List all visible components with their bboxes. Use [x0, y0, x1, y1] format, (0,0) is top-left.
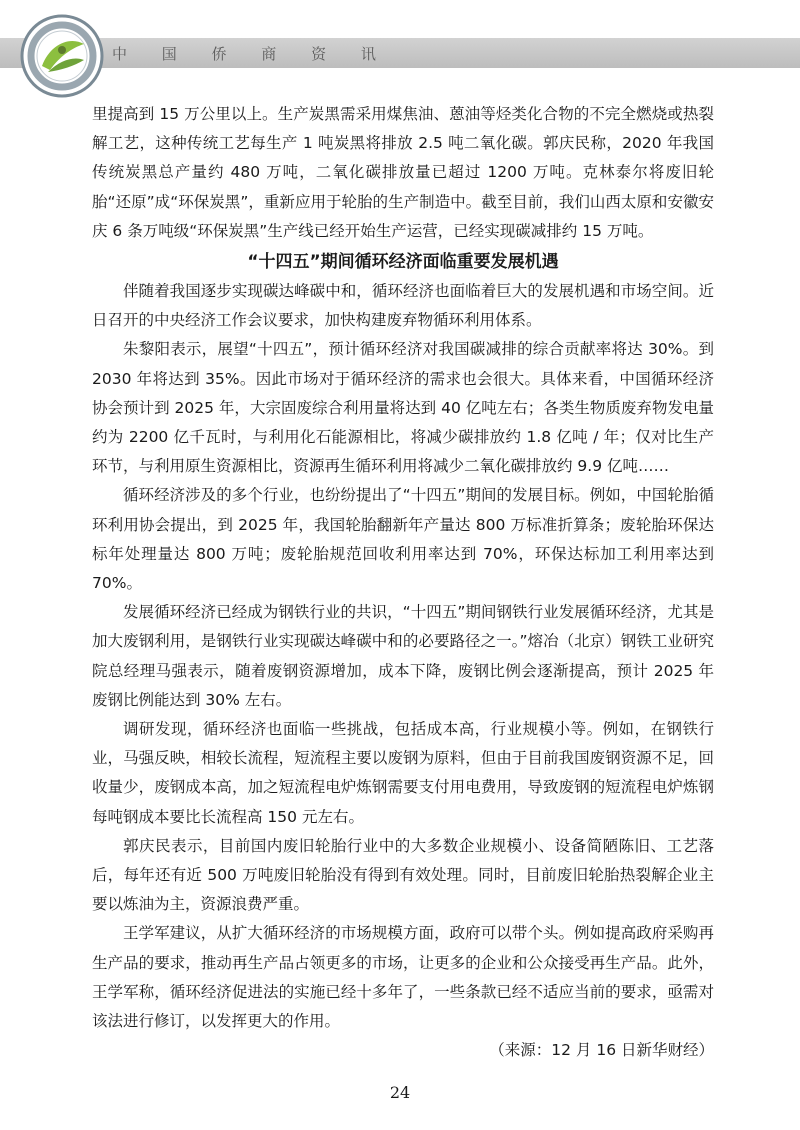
paragraph: 循环经济涉及的多个行业，也纷纷提出了“十四五”期间的发展目标。例如，中国轮胎循环利用协会提出，到 2025 年，我国轮胎翻新年产量达 800 万标准折算条；废轮胎环保达标年处理量达 800 万吨；废轮胎规范回收利用率达到 70%，环保达标加工利用率达到 70%。	[92, 486, 714, 593]
paragraph: 朱黎阳表示，展望“十四五”，预计循环经济对我国碳减排的综合贡献率将达 30%。到 2030 年将达到 35%。因此市场对于循环经济的需求也会很大。具体来看，中国循环经济协会预计到 2025 年，大宗固废综合利用量将达到 40 亿吨左右；各类生物质废弃物发电量约为 2200 亿千瓦时，与利用化石能源相比，将减少碳排放约 1.8 亿吨 / 年；仅对比生产环节，与利用原生资源相比，资源再生循环利用将减少二氧化碳排放约 9.9 亿吨……	[92, 340, 714, 476]
paragraph: 调研发现，循环经济也面临一些挑战，包括成本高，行业规模小等。例如，在钢铁行业，马强反映，相较长流程，短流程主要以废钢为原料，但由于目前我国废钢资源不足，回收量少，废钢成本高，加之短流程电炉炼钢需要支付用电费用，导致废钢的短流程电炉炼钢每吨钢成本要比长流程高 150 元左右。	[92, 720, 714, 826]
paragraph: 王学军建议，从扩大循环经济的市场规模方面，政府可以带个头。例如提高政府采购再生产品的要求，推动再生产品占领更多的市场，让更多的企业和公众接受再生产品。此外，王学军称，循环经济促进法的实施已经十多年了，一些条款已经不适应当前的要求，亟需对该法进行修订，以发挥更大的作用。	[92, 924, 714, 1031]
paragraph: 伴随着我国逐步实现碳达峰碳中和，循环经济也面临着巨大的发展机遇和市场空间。近日召开的中央经济工作会议要求，加快构建废弃物循环利用体系。	[92, 282, 714, 330]
section-title: “十四五”期间循环经济面临重要发展机遇	[247, 252, 559, 273]
paragraph: 发展循环经济已经成为钢铁行业的共识，“十四五”期间钢铁行业发展循环经济，尤其是加大废钢利用，是钢铁行业实现碳达峰碳中和的必要路径之一。”熔冶（北京）钢铁工业研究院总经理马强表示，随着废钢资源增加，成本下降，废钢比例会逐渐提高，预计 2025 年废钢比例能达到 30% 左右。	[92, 603, 714, 709]
paragraph: 郭庆民表示，目前国内废旧轮胎行业中的大多数企业规模小、设备简陋陈旧、工艺落后，每年还有近 500 万吨废旧轮胎没有得到有效处理。同时，目前废旧轮胎热裂解企业主要以炼油为主，资源浪费严重。	[92, 836, 714, 914]
page-number: 24	[389, 1083, 411, 1102]
chamber-logo-icon	[20, 14, 104, 98]
paragraph-continued: 里提高到 15 万公里以上。生产炭黑需采用煤焦油、蒽油等烃类化合物的不完全燃烧或热裂解工艺，这种传统工艺每生产 1 吨炭黑将排放 2.5 吨二氧化碳。郭庆民称，2020 年我国传统炭黑总产量约 480 万吨，二氧化碳排放量已超过 1200 万吨。克林泰尔将废旧轮胎“还原”成“环保炭黑”，重新应用于轮胎的生产制造中。截至目前，我们山西太原和安徽安庆 6 条万吨级“环保炭黑”生产线已经开始生产运营，已经实现碳减排约 15 万吨。	[92, 105, 714, 240]
source-citation: （来源：12 月 16 日新华财经）	[489, 1041, 714, 1060]
article-body	[92, 100, 714, 1066]
header-title: 中 国 侨 商 资 讯	[112, 45, 391, 63]
